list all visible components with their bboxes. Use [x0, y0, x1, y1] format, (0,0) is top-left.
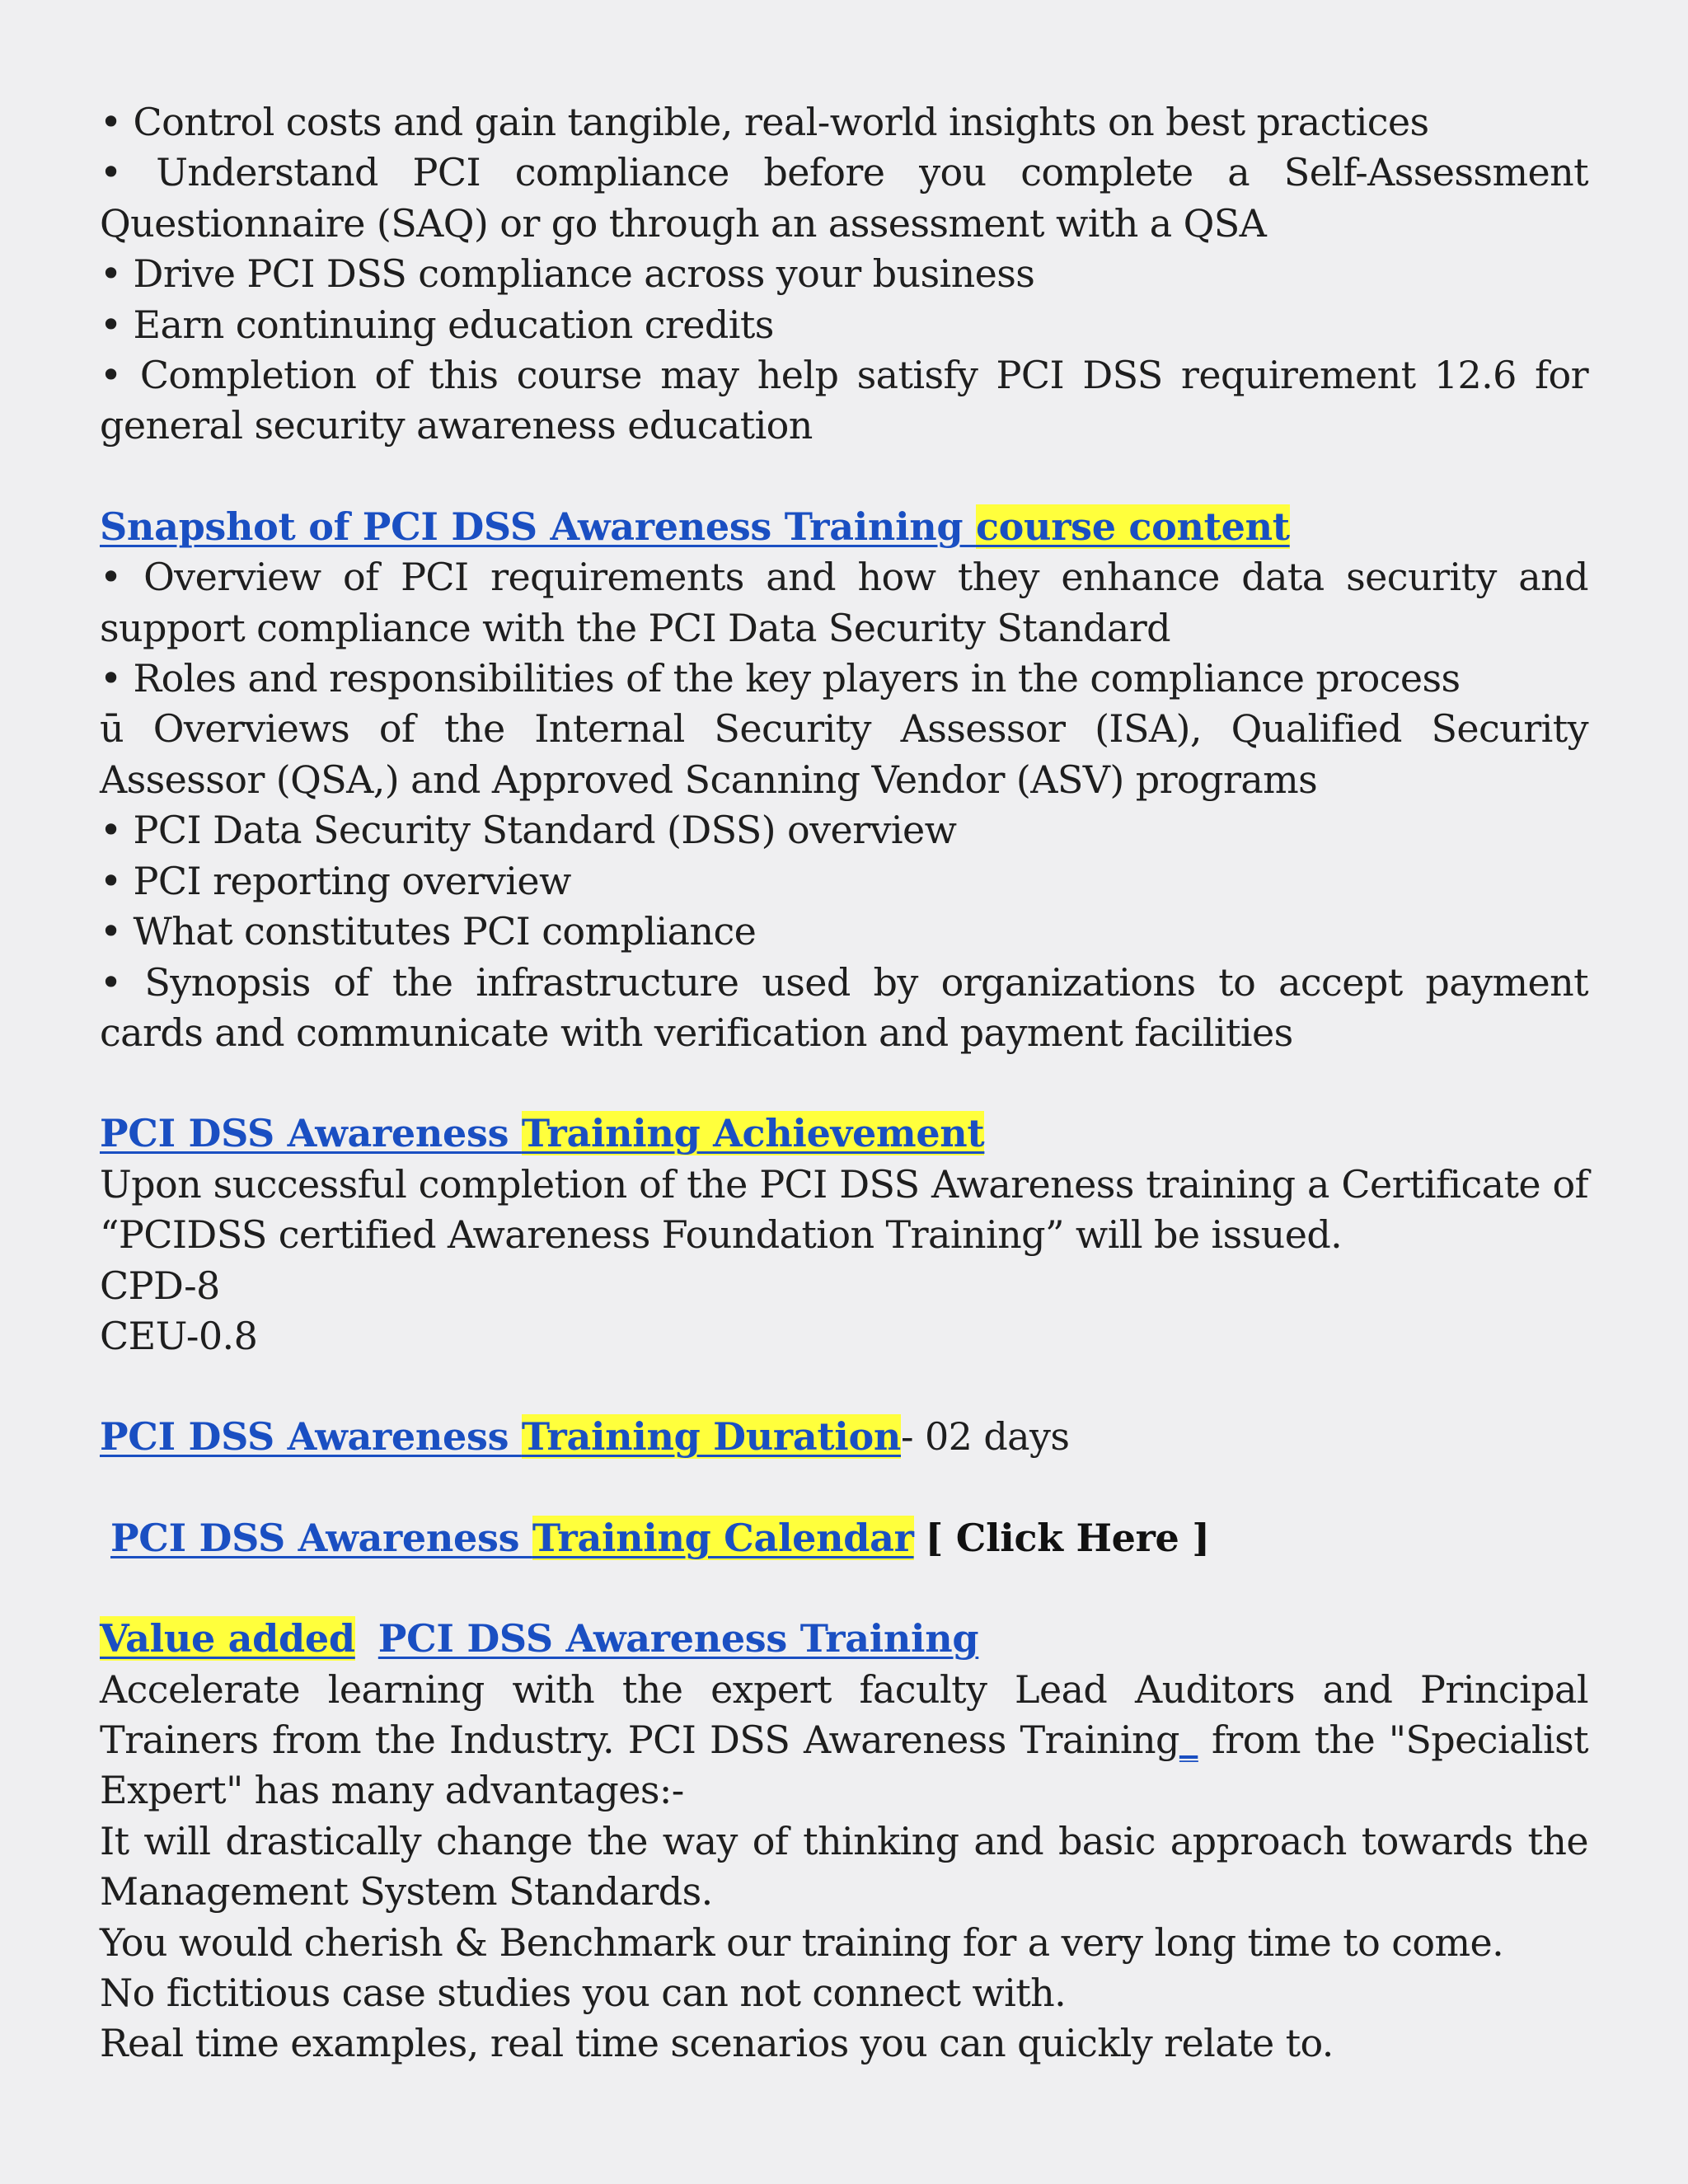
- benefit-item: • Drive PCI DSS compliance across your business: [100, 251, 1035, 297]
- value-added-intro-text-end: from the "Specialist Expert" has many advantages:-: [100, 1717, 1588, 1813]
- snapshot-item: • Overview of PCI requirements and how they enhance data security and support compliance with the PCI Data Security Standard: [100, 555, 1588, 650]
- snapshot-item: • Roles and responsibilities of the key players in the compliance process: [100, 656, 1461, 701]
- snapshot-heading-highlight[interactable]: course content: [975, 504, 1290, 549]
- value-added-heading-link[interactable]: PCI DSS Awareness Training: [377, 1616, 979, 1661]
- calendar-heading-highlight[interactable]: Training Calendar: [532, 1515, 914, 1560]
- snapshot-section: [100, 502, 1588, 1058]
- snapshot-heading[interactable]: [100, 502, 1588, 552]
- value-point: No fictitious case studies you can not connect with.: [100, 1971, 1067, 2015]
- value-added-intro: [100, 1665, 1588, 1816]
- value-point: You would cherish & Benchmark our training for a very long time to come.: [100, 1919, 1504, 1965]
- value-added-intro-text: Accelerate learning with the expert faculty Lead Auditors and Principal Trainers from the Industry. PCI DSS Awareness Training: [100, 1666, 1588, 1762]
- spacer: [100, 1563, 1588, 1614]
- value-point: Real time examples, real time scenarios you can quickly relate to.: [100, 2021, 1334, 2066]
- benefit-item: • Earn continuing education credits: [100, 302, 774, 347]
- spacer: [100, 1463, 1588, 1513]
- value-point: It will drastically change the way of thinking and basic approach towards the Management System Standards.: [100, 1818, 1588, 1915]
- snapshot-item: • PCI Data Security Standard (DSS) overview: [100, 808, 957, 853]
- spacer: [100, 452, 1588, 502]
- benefit-item: • Control costs and gain tangible, real-world insights on best practices: [100, 100, 1429, 144]
- spacer: [100, 1361, 1588, 1412]
- duration-value: - 02 days: [901, 1414, 1070, 1460]
- snapshot-item: • What constitutes PCI compliance: [100, 909, 757, 954]
- achievement-text: Upon successful completion of the PCI DSS Awareness training a Certificate of “PCIDSS certified Awareness Foundation Training” will be issued.: [100, 1161, 1588, 1258]
- value-added-heading[interactable]: [100, 1614, 1588, 1664]
- duration-heading-link[interactable]: PCI DSS Awareness: [100, 1414, 522, 1460]
- achievement-section: [100, 1108, 1588, 1361]
- achievement-heading[interactable]: [100, 1108, 1588, 1159]
- ceu-value: CEU-0.8: [100, 1313, 258, 1358]
- calendar-heading-link[interactable]: PCI DSS Awareness: [110, 1515, 532, 1560]
- click-here-link[interactable]: [ Click Here ]: [925, 1515, 1210, 1560]
- achievement-heading-highlight[interactable]: Training Achievement: [521, 1111, 985, 1156]
- document-page: [100, 97, 1588, 2069]
- snapshot-heading-link[interactable]: Snapshot of PCI DSS Awareness Training: [100, 504, 976, 549]
- inline-link[interactable]: _: [1179, 1717, 1198, 1762]
- benefit-item: • Understand PCI compliance before you complete a Self-Assessment Questionnaire (SAQ) or go through an assessment with a QSA: [100, 150, 1588, 246]
- achievement-heading-link[interactable]: PCI DSS Awareness: [100, 1111, 522, 1156]
- duration-heading-highlight[interactable]: Training Duration: [521, 1414, 901, 1460]
- snapshot-item: • Synopsis of the infrastructure used by organizations to accept payment cards and communicate with verification and payment facilities: [100, 959, 1588, 1055]
- duration-line: [100, 1412, 1588, 1462]
- cpd-value: CPD-8: [100, 1263, 220, 1308]
- snapshot-item: ū Overviews of the Internal Security Assessor (ISA), Qualified Security Assessor (QSA,) and Approved Scanning Vendor (ASV) programs: [100, 706, 1588, 802]
- calendar-line: [100, 1513, 1588, 1563]
- spacer: [100, 1058, 1588, 1108]
- benefits-list: [100, 97, 1588, 452]
- benefit-item: • Completion of this course may help satisfy PCI DSS requirement 12.6 for general security awareness education: [100, 353, 1588, 448]
- snapshot-item: • PCI reporting overview: [100, 858, 571, 903]
- value-added-heading-highlight[interactable]: Value added: [100, 1616, 355, 1661]
- value-added-section: [100, 1614, 1588, 2069]
